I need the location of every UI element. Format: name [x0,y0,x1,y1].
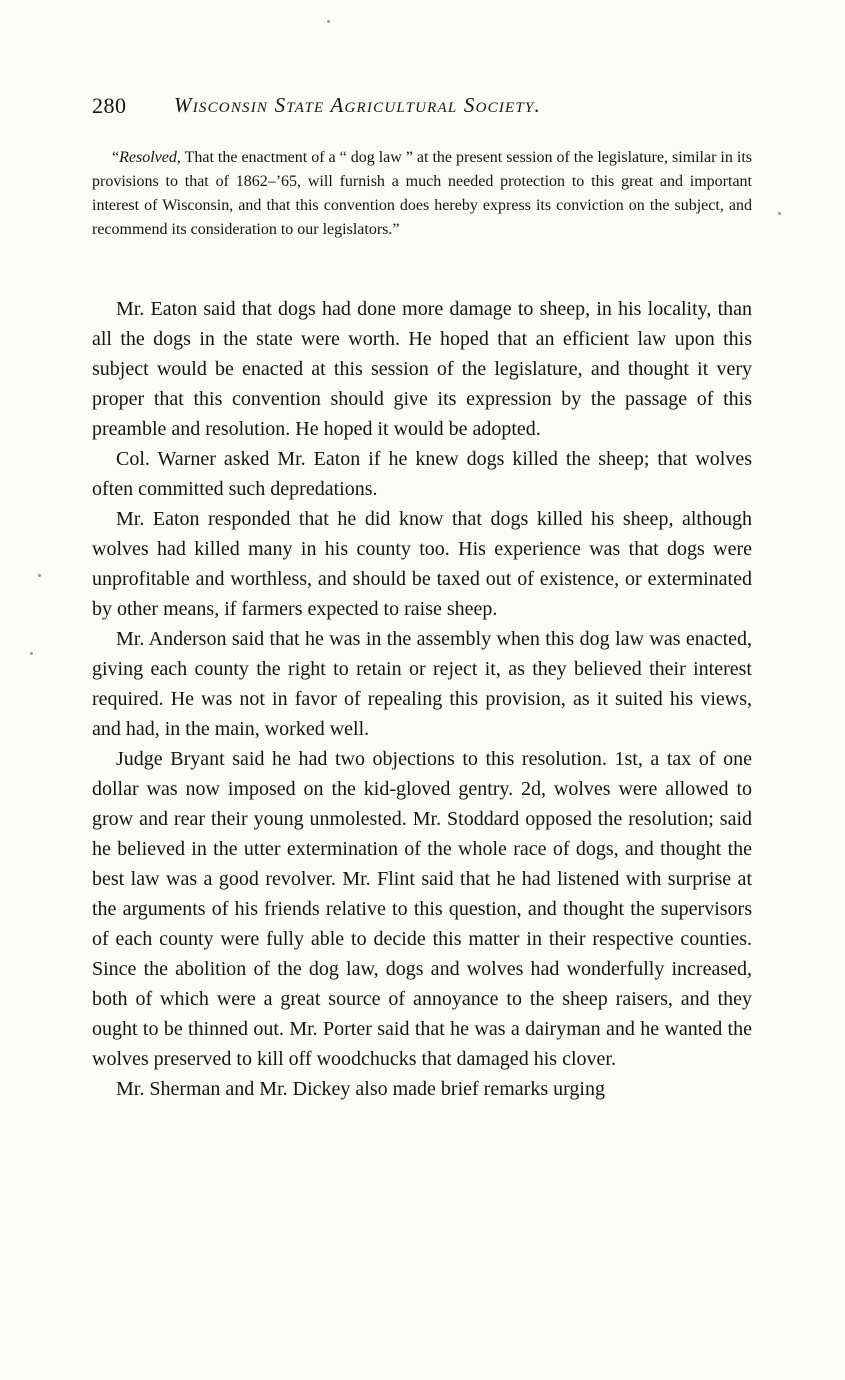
paper-speck [30,652,33,655]
paper-speck [327,20,330,23]
paper-speck [38,574,41,577]
paragraph-warner: Col. Warner asked Mr. Eaton if he knew dogs killed the sheep; that wolves often committed such depredations. [92,448,752,500]
paragraph-sherman-dickey: Mr. Sherman and Mr. Dickey also made brief remarks urging [116,1078,605,1100]
resolution-text: That the enactment of a “ dog law ” at the present session of the legislature, similar in its provisions to that of 1862–’65, will furnish a much needed protection to this great and important interest of Wisconsin, and that this convention does hereby express its conviction on the subject, and recommend its consideration to our legislators.” [92,149,752,238]
paper-speck [778,212,781,215]
paragraph-anderson: Mr. Anderson said that he was in the assembly when this dog law was enacted, giving each county the right to retain or reject it, as they believed their interest required. He was not in favor of repealing this provision, as it suited his views, and had, in the main, worked well. [92,628,752,740]
page-number: 280 [92,93,127,118]
paragraph-eaton-response: Mr. Eaton responded that he did know that dogs killed his sheep, although wolves had killed many in his county too. His experience was that dogs were unprofitable and worthless, and should be taxed out of existence, or exterminated by other means, if farmers expected to raise sheep. [92,508,752,620]
paragraph-eaton: Mr. Eaton said that dogs had done more damage to sheep, in his locality, than all the dogs in the state were worth. He hoped that an efficient law upon this subject would be enacted at this session of the legislature, and thought it very proper that this convention should give its expression by the passage of this preamble and resolution. He hoped it would be adopted. [92,298,752,440]
resolution-lead: Resolved, [119,149,181,166]
running-title: Wisconsin State Agricultural Society. [174,93,541,117]
running-head [92,93,752,127]
body-text [92,294,752,1104]
resolution-quote: “Resolved, That the enactment of a “ dog law ” at the present session of the legislature, similar in its provisions to that of 1862–’65, will furnish a much needed protection to this great and important interest of Wisconsin, and that this convention does hereby express its conviction on the subject, and recommend its consideration to our legislators.” [92,149,752,238]
paragraph-bryant: Judge Bryant said he had two objections to this resolution. 1st, a tax of one dollar was now imposed on the kid-gloved gentry. 2d, wolves were allowed to grow and rear their young unmolested. Mr. Stoddard opposed the resolution; said he believed in the utter extermination of the whole race of dogs, and thought the best law was a good revolver. Mr. Flint said that he had listened with surprise at the arguments of his friends relative to this question, and thought the supervisors of each county were fully able to decide this matter in their respective counties. Since the abolition of the dog law, dogs and wolves had wonderfully increased, both of which were a great source of annoyance to the sheep raisers, and they ought to be thinned out. Mr. Porter said that he was a dairyman and he wanted the wolves preserved to kill off woodchucks that damaged his clover. [92,748,752,1070]
